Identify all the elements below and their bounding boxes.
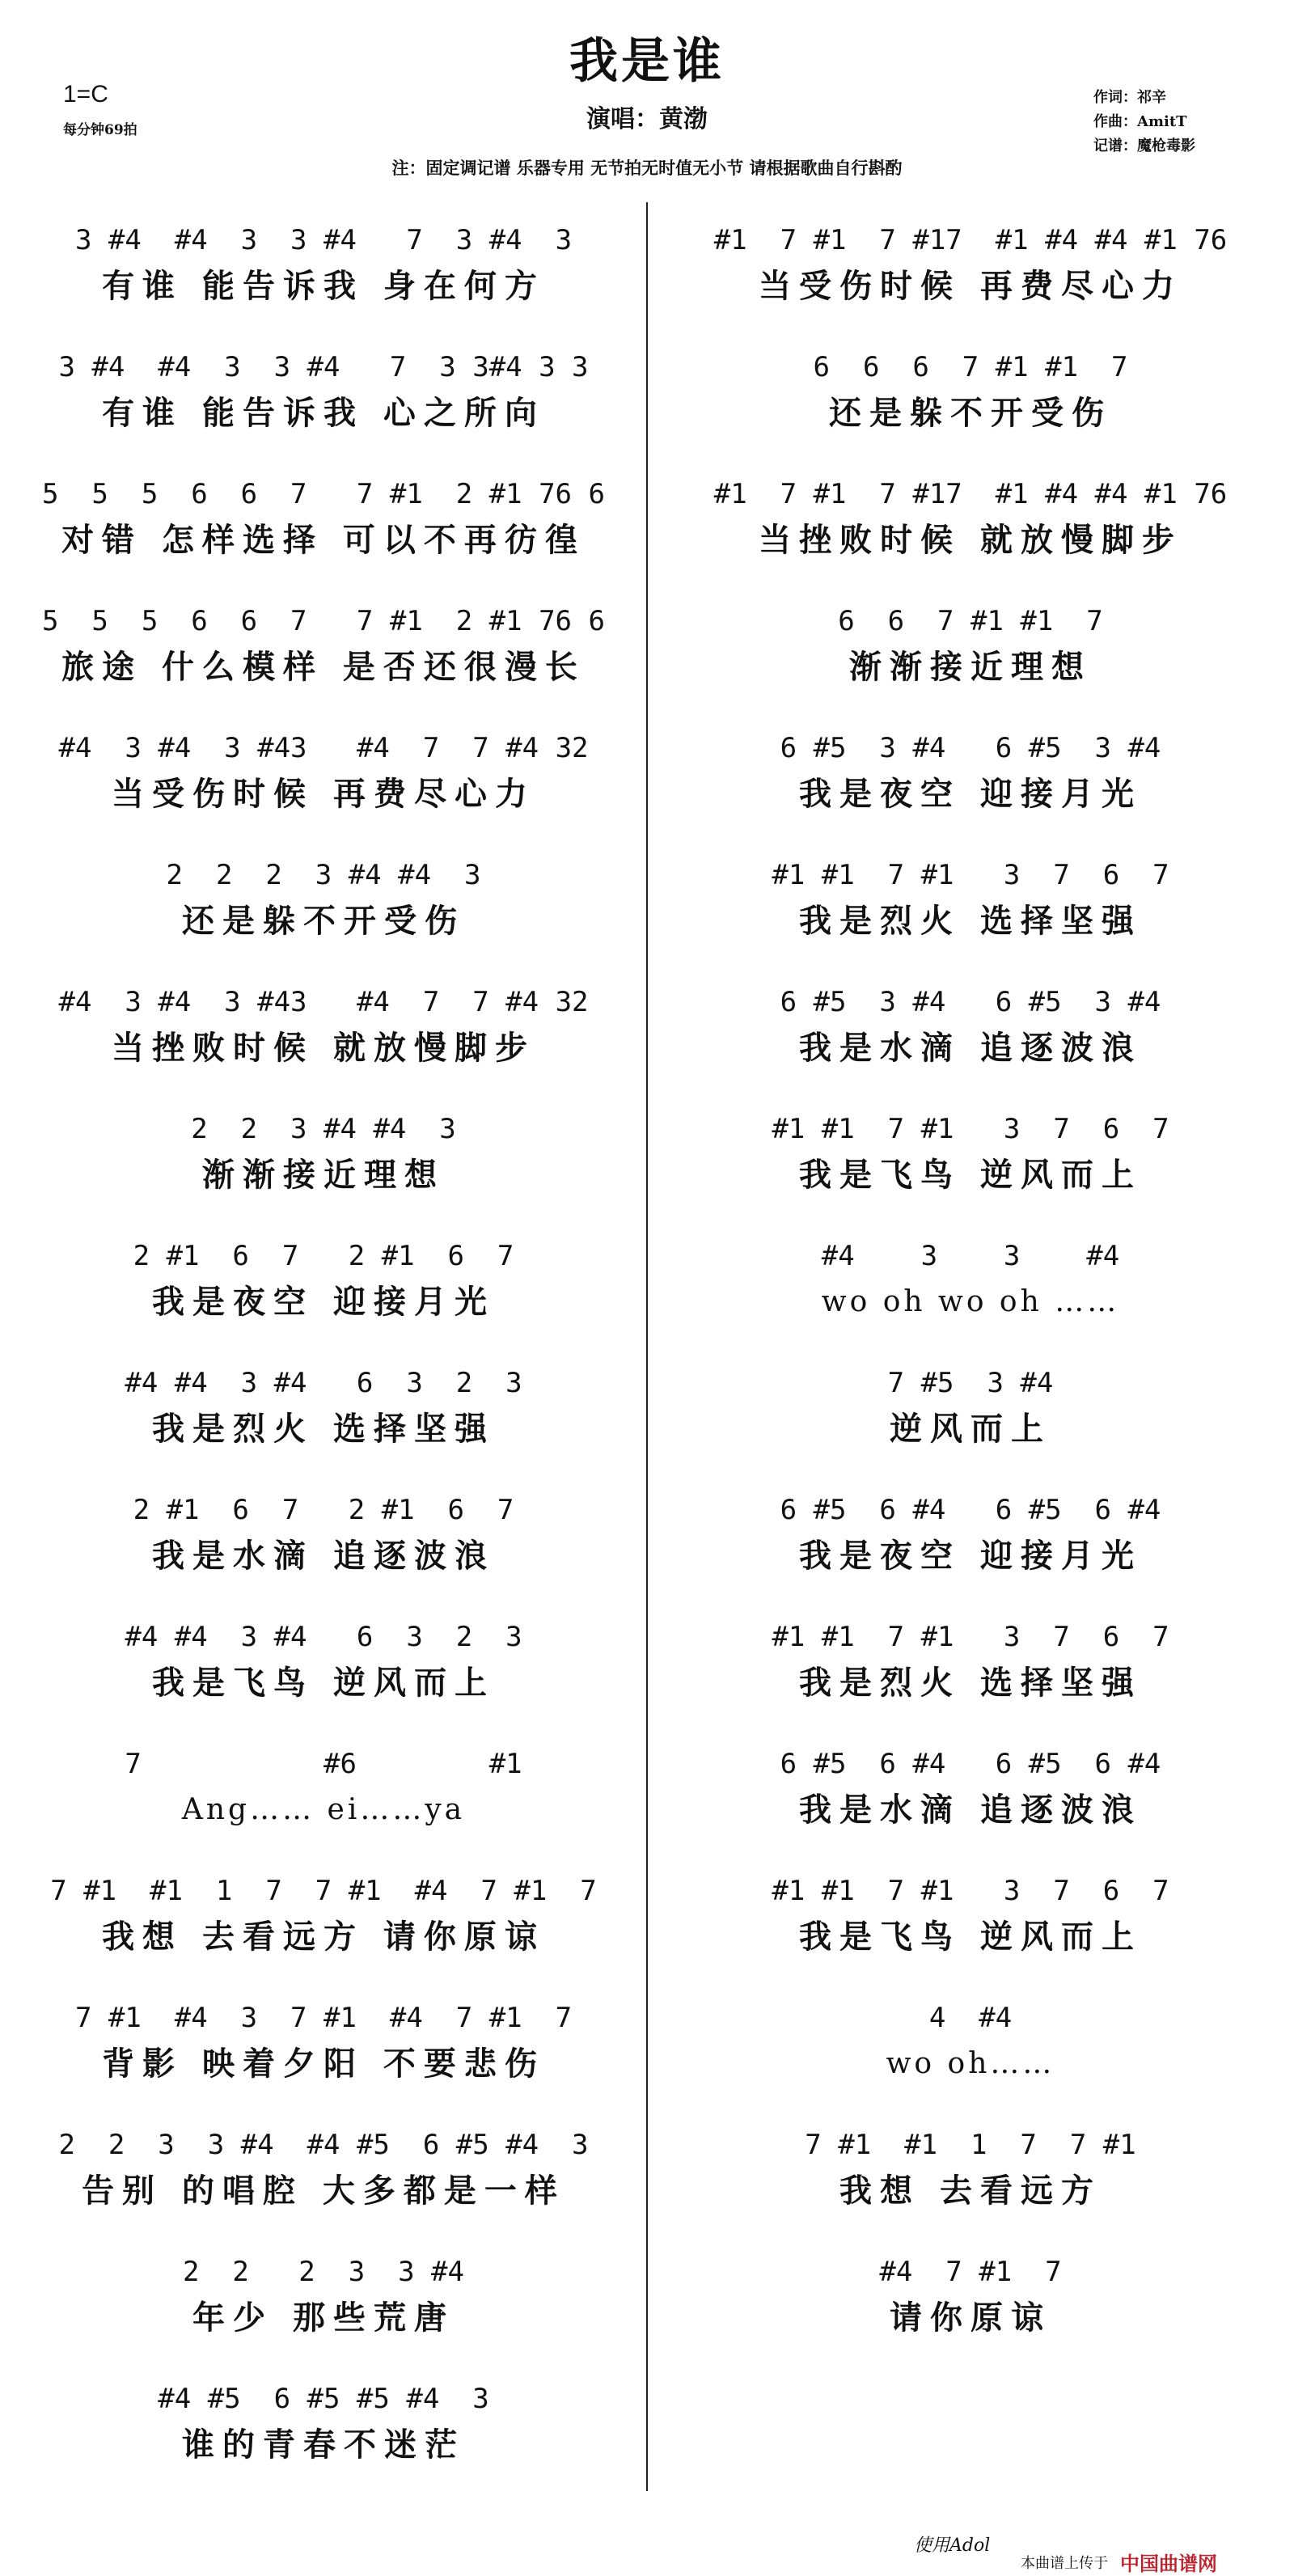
phrase <box>0 2361 647 2488</box>
phrase <box>0 1853 647 1980</box>
notation-line: #4 7 #1 7 <box>879 2256 1062 2288</box>
notation-line: 7 #5 3 #4 <box>887 1367 1054 1399</box>
phrase <box>0 837 647 964</box>
phrase <box>647 837 1294 964</box>
notation-line: #1 #1 7 #1 3 7 6 7 <box>772 1621 1169 1653</box>
lyric-line: 我是夜空 迎接月光 <box>799 775 1142 813</box>
credits-block <box>1093 86 1195 159</box>
notation-line: 7 #6 #1 <box>125 1748 522 1780</box>
phrase <box>647 964 1294 1091</box>
singer-credit: 演唱：黄渤 <box>586 105 708 133</box>
phrase <box>0 1218 647 1345</box>
software-note: 使用Adol <box>914 2536 991 2556</box>
lyric-line: 我是夜空 迎接月光 <box>152 1283 495 1321</box>
notation-line: 6 #5 6 #4 6 #5 6 #4 <box>780 1494 1161 1526</box>
phrase <box>647 2234 1294 2361</box>
phrase <box>0 1980 647 2107</box>
phrase <box>0 964 647 1091</box>
phrase <box>0 1726 647 1853</box>
phrase <box>647 583 1294 710</box>
phrase <box>0 1091 647 1218</box>
notation-line: 5 5 5 6 6 7 7 #1 2 #1 76 6 <box>42 478 605 510</box>
notation-line: #1 7 #1 7 #17 #1 #4 #4 #1 76 <box>713 224 1228 256</box>
instruction-note: 注：固定调记谱 乐器专用 无节拍无时值无小节 请根据歌曲自行斟酌 <box>391 158 903 178</box>
notation-line: 3 #4 #4 3 3 #4 7 3 3#4 3 3 <box>58 351 589 383</box>
notation-line: 4 #4 <box>928 2002 1013 2034</box>
notation-line: 2 #1 6 7 2 #1 6 7 <box>133 1494 514 1526</box>
notation-line: 5 5 5 6 6 7 7 #1 2 #1 76 6 <box>42 605 605 637</box>
lyric-line: 我是烈火 选择坚强 <box>799 902 1142 940</box>
phrase <box>647 1980 1294 2107</box>
notation-line: #4 #4 3 #4 6 3 2 3 <box>125 1367 522 1399</box>
lyric-line: wo oh…… <box>886 2047 1055 2080</box>
score-header <box>0 0 1294 186</box>
phrase <box>0 202 647 329</box>
notation-line: #1 7 #1 7 #17 #1 #4 #4 #1 76 <box>713 478 1228 510</box>
lyric-line: 年少 那些荒唐 <box>192 2299 455 2337</box>
notation-line: #4 #4 3 #4 6 3 2 3 <box>125 1621 522 1653</box>
song-title: 我是谁 <box>569 33 725 90</box>
phrase <box>647 202 1294 329</box>
phrase <box>647 1091 1294 1218</box>
notation-line: 6 6 7 #1 #1 7 <box>838 605 1103 637</box>
phrase <box>647 329 1294 456</box>
notation-line: 2 #1 6 7 2 #1 6 7 <box>133 1240 514 1272</box>
lyric-line: 我是烈火 选择坚强 <box>799 1664 1142 1702</box>
lyric-line: 我是飞鸟 逆风而上 <box>152 1664 495 1702</box>
phrase <box>647 710 1294 837</box>
lyric-line: 逆风而上 <box>890 1410 1051 1448</box>
lyric-line: 渐渐接近理想 <box>202 1156 445 1194</box>
lyric-line: 背影 映着夕阳 不要悲伤 <box>102 2045 545 2083</box>
lyric-line: 请你原谅 <box>890 2299 1051 2337</box>
phrase <box>0 1345 647 1472</box>
phrase <box>647 1218 1294 1345</box>
tempo-marking: 每分钟69拍 <box>63 122 137 138</box>
lyric-line: 我想 去看远方 请你原谅 <box>102 1918 545 1956</box>
phrase <box>647 456 1294 583</box>
lyric-line: 我是水滴 追逐波浪 <box>152 1537 495 1575</box>
phrase <box>0 2234 647 2361</box>
right-column <box>647 202 1294 2361</box>
phrase <box>647 1853 1294 1980</box>
notation-line: 7 #1 #4 3 7 #1 #4 7 #1 7 <box>74 2002 573 2034</box>
notation-line: 6 #5 6 #4 6 #5 6 #4 <box>780 1748 1161 1780</box>
phrase <box>0 710 647 837</box>
upload-note: 本曲谱上传于 <box>1021 2555 1108 2572</box>
notation-line: 2 2 2 3 3 #4 <box>183 2256 464 2288</box>
phrase <box>647 1726 1294 1853</box>
transcriber-credit: 记谱：魔枪毒影 <box>1093 137 1195 154</box>
notation-line: 6 #5 3 #4 6 #5 3 #4 <box>780 732 1161 764</box>
lyricist-credit: 作词：祁辛 <box>1093 89 1166 106</box>
lyric-line: 还是躲不开受伤 <box>829 394 1112 432</box>
phrase <box>647 1345 1294 1472</box>
lyric-line: wo oh wo oh …… <box>821 1285 1120 1318</box>
lyric-line: 还是躲不开受伤 <box>182 902 465 940</box>
lyric-line: 有谁 能告诉我 身在何方 <box>102 267 545 305</box>
notation-line: #4 3 3 #4 <box>821 1240 1120 1272</box>
notation-line: 2 2 3 3 #4 #4 #5 6 #5 #4 3 <box>58 2129 589 2161</box>
notation-line: #4 3 #4 3 #43 #4 7 7 #4 32 <box>58 986 589 1018</box>
lyric-line: 渐渐接近理想 <box>849 648 1092 686</box>
notation-line: #1 #1 7 #1 3 7 6 7 <box>772 1113 1169 1145</box>
notation-line: #4 #5 6 #5 #5 #4 3 <box>158 2383 489 2415</box>
phrase <box>0 1472 647 1599</box>
lyric-line: 我是飞鸟 逆风而上 <box>799 1918 1142 1956</box>
notation-line: 2 2 3 #4 #4 3 <box>191 1113 456 1145</box>
phrase <box>647 1472 1294 1599</box>
lyric-line: 有谁 能告诉我 心之所向 <box>102 394 545 432</box>
lyric-line: 当挫败时候 就放慢脚步 <box>112 1029 535 1067</box>
lyric-line: 我是夜空 迎接月光 <box>799 1537 1142 1575</box>
lyric-line: 我想 去看远方 <box>839 2172 1102 2210</box>
phrase <box>0 583 647 710</box>
notation-line: 7 #1 #1 1 7 7 #1 #4 7 #1 7 <box>50 1875 597 1907</box>
lyric-line: Ang…… ei……ya <box>181 1793 466 1826</box>
notation-line: #4 3 #4 3 #43 #4 7 7 #4 32 <box>58 732 589 764</box>
phrase <box>0 456 647 583</box>
left-column <box>0 202 647 2488</box>
phrase <box>647 1599 1294 1726</box>
notation-line: 6 6 6 7 #1 #1 7 <box>813 351 1128 383</box>
lyric-line: 当受伤时候 再费尽心力 <box>759 267 1182 305</box>
notation-line: #1 #1 7 #1 3 7 6 7 <box>772 859 1169 891</box>
lyric-line: 当受伤时候 再费尽心力 <box>112 775 535 813</box>
phrase <box>647 2107 1294 2234</box>
key-signature: 1=C <box>63 81 108 108</box>
lyric-line: 告别 的唱腔 大多都是一样 <box>82 2172 565 2210</box>
lyric-line: 旅途 什么模样 是否还很漫长 <box>61 648 586 686</box>
lyric-line: 对错 怎样选择 可以不再彷徨 <box>61 521 586 559</box>
composer-credit: 作曲：AmitT <box>1093 113 1187 130</box>
lyric-line: 我是烈火 选择坚强 <box>152 1410 495 1448</box>
lyric-line: 谁的青春不迷茫 <box>182 2426 465 2464</box>
notation-line: #1 #1 7 #1 3 7 6 7 <box>772 1875 1169 1907</box>
lyric-line: 我是飞鸟 逆风而上 <box>799 1156 1142 1194</box>
lyric-line: 当挫败时候 就放慢脚步 <box>759 521 1182 559</box>
phrase <box>0 2107 647 2234</box>
phrase <box>0 329 647 456</box>
notation-line: 3 #4 #4 3 3 #4 7 3 #4 3 <box>74 224 573 256</box>
phrase <box>0 1599 647 1726</box>
notation-line: 7 #1 #1 1 7 7 #1 <box>805 2129 1136 2161</box>
site-watermark: 中国曲谱网 <box>1120 2553 1217 2575</box>
notation-line: 2 2 2 3 #4 #4 3 <box>166 859 481 891</box>
lyric-line: 我是水滴 追逐波浪 <box>799 1029 1142 1067</box>
lyric-line: 我是水滴 追逐波浪 <box>799 1791 1142 1829</box>
notation-line: 6 #5 3 #4 6 #5 3 #4 <box>780 986 1161 1018</box>
